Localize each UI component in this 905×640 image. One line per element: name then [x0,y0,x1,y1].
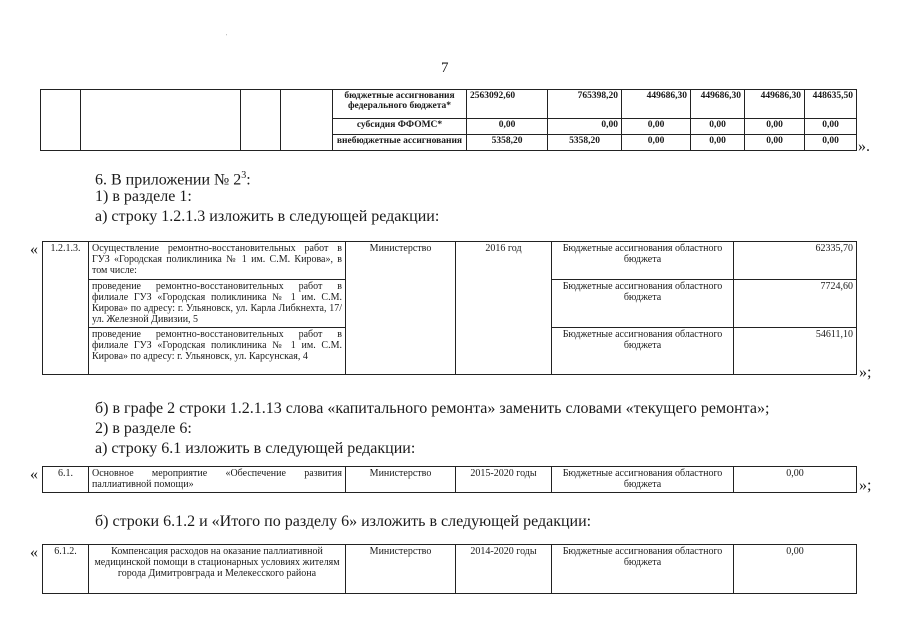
years: 2014-2020 годы [456,545,552,594]
cell-value: 62335,70 [734,242,857,280]
executor: Министерство [346,242,456,375]
source: Бюджетные ассигнования областного бюджета [552,545,734,594]
cell-value: 0,00 [745,118,805,134]
row-text: Компенсация расходов на оказание паллиативной медицинской помощи в стационарных условиях жителям города Димитровграда и Мелекесского района [89,545,346,594]
cell-value: 5358,20 [467,134,548,150]
scan-mark: ' [226,34,228,40]
source: Бюджетные ассигнования областного бюджета [552,467,734,493]
cell-value: 449686,30 [691,90,745,119]
cell-value: 0,00 [622,118,691,134]
cell-value: 449686,30 [745,90,805,119]
cell-value: 0,00 [691,118,745,134]
cell-value: 449686,30 [622,90,691,119]
cell-value: 0,00 [805,118,857,134]
table-row [41,90,857,119]
page-number: 7 [441,60,449,76]
row-label: бюджетные ассигнования федерального бюджета* [333,90,467,119]
row-label: субсидия ФФОМС* [333,118,467,134]
cell-value: 0,00 [745,134,805,150]
cell-value: 2563092,60 [467,90,548,119]
closing-quote: »; [859,364,872,381]
row-number: 6.1. [43,467,89,493]
row-text: Осуществление ремонтно-восстановительных работ в ГУЗ «Городская поликлиника № 1 им. С.М. Кирова», в том числе: [89,242,346,280]
paragraph-section-1: 1) в разделе 1: [95,188,192,205]
source: Бюджетные ассигнования областного бюджета [552,328,734,375]
open-quote: « [30,466,38,483]
executor: Министерство [346,467,456,493]
executor: Министерство [346,545,456,594]
cell-value: 0,00 [734,545,857,594]
paragraph-b-2: б) строки 6.1.2 и «Итого по разделу 6» изложить в следующей редакции: [95,513,592,530]
row-text: проведение ремонтно-восстановительных работ в филиале ГУЗ «Городская поликлиника № 1 им. С.М. Кирова» по адресу: г. Ульяновск, ул. Карсунская, 4 [89,328,346,375]
cell-value: 0,00 [622,134,691,150]
row-label: внебюджетные ассигнования [333,134,467,150]
table-row [43,242,857,280]
table-1213 [42,241,857,375]
cell-value: 0,00 [805,134,857,150]
table-row [43,467,857,493]
superscript: 3 [241,170,247,181]
cell-value: 0,00 [691,134,745,150]
open-quote: « [30,544,38,561]
paragraph-section-6: 2) в разделе 6: [95,420,192,437]
top-budget-table [40,89,857,151]
table-61 [42,466,857,493]
row-text: проведение ремонтно-восстановительных работ в филиале ГУЗ «Городская поликлиника № 1 им. С.М. Кирова» по адресу: г. Ульяновск, ул. Карла Либкнехта, 17/ул. Железной Дивизии, 5 [89,280,346,328]
table-612 [42,544,857,594]
paragraph-b-1: б) в графе 2 строки 1.2.1.13 слова «капитального ремонта» заменить словами «текущего ремонта»; [95,400,770,417]
cell-value: 7724,60 [734,280,857,328]
cell-value: 54611,10 [734,328,857,375]
cell-value: 765398,20 [548,90,622,119]
row-number: 1.2.1.3. [43,242,89,375]
closing-quote: »; [859,477,872,494]
source: Бюджетные ассигнования областного бюджета [552,242,734,280]
years: 2015-2020 годы [456,467,552,493]
source: Бюджетные ассигнования областного бюджета [552,280,734,328]
closing-quote: ». [858,138,870,155]
open-quote: « [30,241,38,258]
paragraph-row-1213: а) строку 1.2.1.3 изложить в следующей редакции: [95,208,440,225]
cell-value: 448635,50 [805,90,857,119]
row-text: Основное мероприятие «Обеспечение развития паллиативной помощи» [89,467,346,493]
row-number: 6.1.2. [43,545,89,594]
cell-value: 0,00 [548,118,622,134]
cell-value: 5358,20 [548,134,622,150]
paragraph-row-61: а) строку 6.1 изложить в следующей редакции: [95,440,416,457]
paragraph-6: 6. В приложении № $2^3$: [95,170,251,189]
cell-value: 0,00 [467,118,548,134]
table-row [43,545,857,594]
year: 2016 год [456,242,552,375]
cell-value: 0,00 [734,467,857,493]
